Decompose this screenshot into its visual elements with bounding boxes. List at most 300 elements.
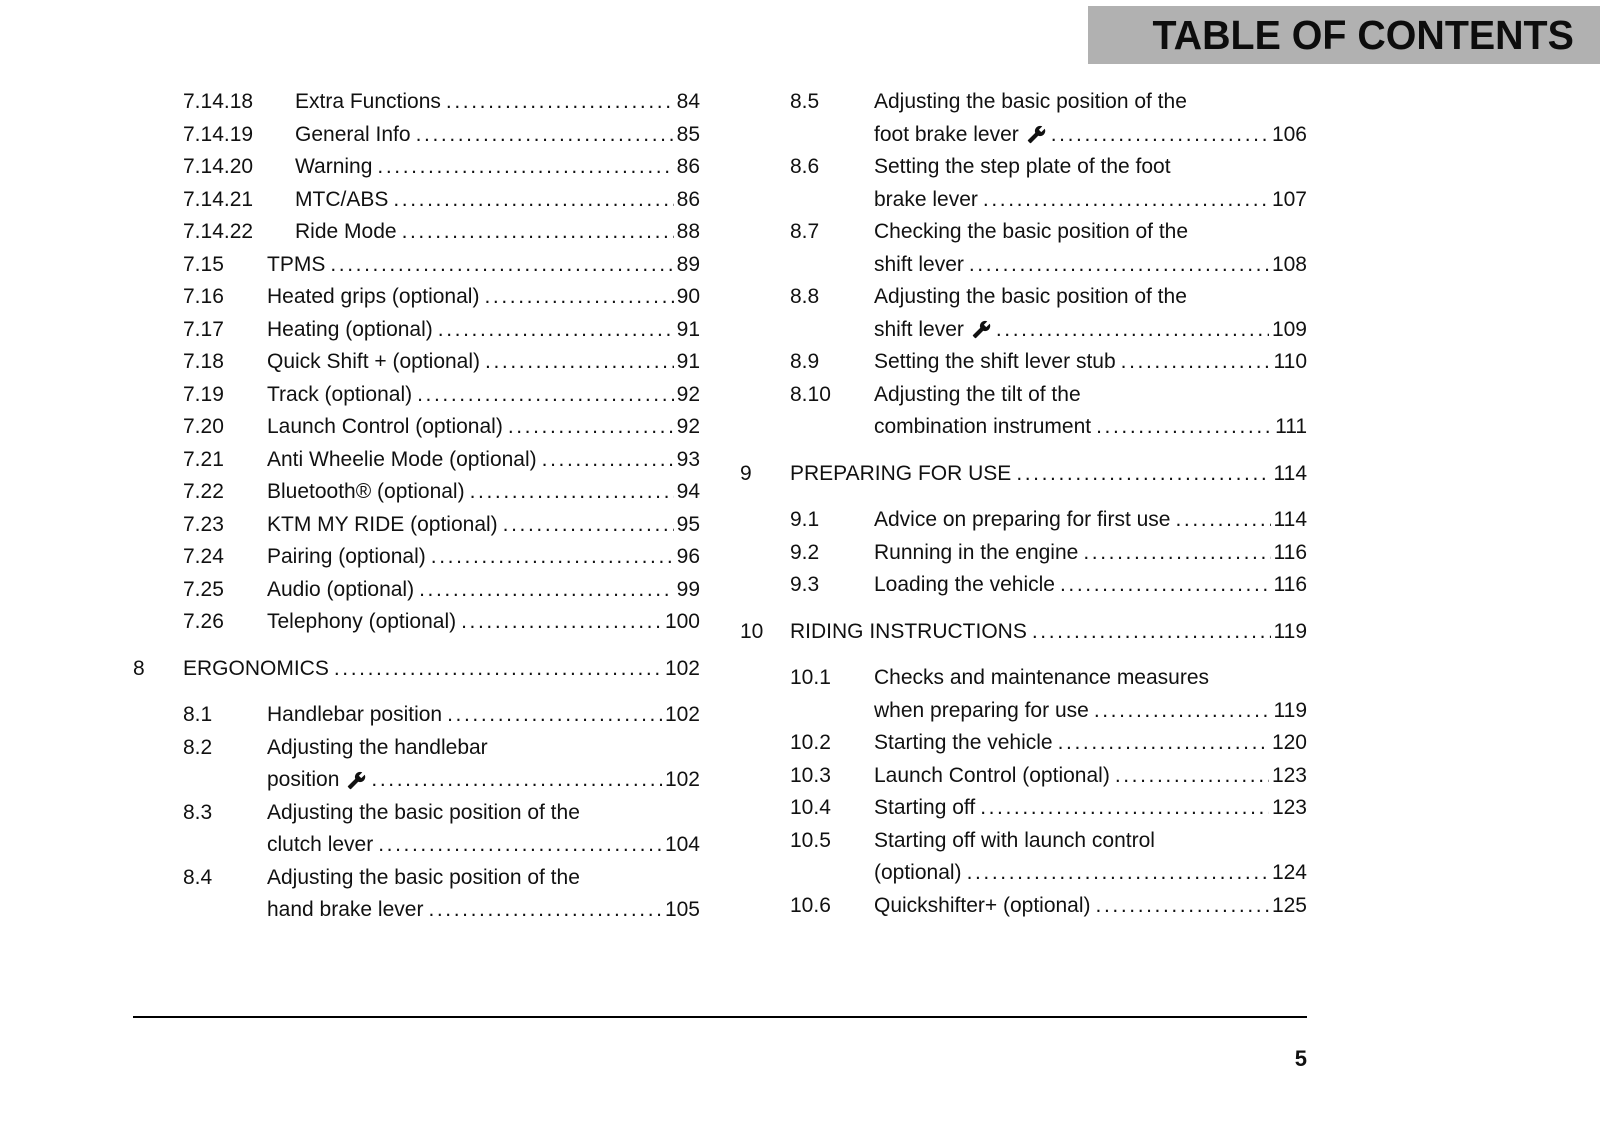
leader-dots — [377, 151, 673, 184]
toc-entry-title: Anti Wheelie Mode (optional) — [267, 447, 537, 471]
toc-entry-body — [267, 281, 700, 314]
toc-entry-page: 84 — [676, 90, 700, 113]
toc-entry-line — [295, 184, 700, 217]
leader-dots — [461, 606, 662, 639]
toc-entry — [183, 281, 700, 314]
toc-entry-page: 110 — [1273, 350, 1307, 373]
toc-entry-title: Ride Mode — [295, 220, 397, 243]
toc-entry-line — [874, 86, 1307, 119]
toc-entry-body — [874, 216, 1307, 281]
toc-entry-title: General Info — [295, 122, 411, 146]
leader-dots — [1115, 760, 1269, 793]
toc-entry-title: Loading the vehicle — [874, 573, 1055, 596]
toc-entry-title: when preparing for use — [874, 698, 1089, 722]
toc-entry-body — [874, 504, 1307, 537]
toc-entry-title: TPMS — [267, 252, 326, 276]
toc-entry-number: 7.23 — [183, 512, 224, 536]
toc-entry-page: 104 — [664, 833, 700, 856]
toc-entry-number: 7.18 — [183, 350, 224, 373]
toc-entry-page: 116 — [1273, 573, 1307, 596]
toc-entry-title: hand brake lever — [267, 898, 424, 921]
toc-entry-number: 10.5 — [790, 828, 831, 852]
leader-dots — [1032, 616, 1271, 649]
toc-entry-title: (optional) — [874, 861, 962, 884]
toc — [133, 86, 1307, 927]
toc-entry — [790, 537, 1307, 570]
toc-entry-line — [874, 504, 1307, 537]
toc-entry-number: 8.1 — [183, 703, 213, 726]
toc-entry-number: 7.14.21 — [183, 187, 254, 211]
toc-entry-title: foot brake lever — [874, 122, 1019, 146]
wrench-icon — [972, 320, 991, 339]
toc-entry-title: Extra Functions — [295, 90, 441, 113]
toc-entry-title: Adjusting the basic position of the — [874, 285, 1187, 308]
toc-entry-body — [874, 792, 1307, 825]
toc-entry-number: 8 — [133, 656, 145, 680]
toc-entry-line — [267, 444, 700, 477]
toc-entry-page: 106 — [1271, 122, 1307, 146]
toc-entry-line — [267, 829, 700, 862]
toc-entry-body — [874, 86, 1307, 151]
toc-entry-page: 102 — [664, 703, 700, 726]
toc-entry-title: MTC/ABS — [295, 187, 389, 211]
toc-entry-title: Telephony (optional) — [267, 610, 457, 633]
page-title: TABLE OF CONTENTS — [1152, 11, 1574, 58]
leader-dots — [446, 86, 674, 119]
toc-entry-line — [267, 894, 700, 927]
toc-entry-page: 90 — [676, 285, 700, 308]
toc-entry-number: 7.14.18 — [183, 90, 254, 113]
toc-entry-number: 7.26 — [183, 610, 224, 633]
toc-entry-page: 92 — [676, 382, 700, 406]
toc-entry — [790, 379, 1307, 444]
toc-entry-title: Checks and maintenance measures — [874, 666, 1210, 689]
toc-entry-page: 85 — [676, 122, 700, 146]
toc-entry — [183, 699, 700, 732]
toc-entry — [183, 379, 700, 412]
toc-entry-line — [267, 699, 700, 732]
toc-entry — [183, 509, 700, 542]
toc-entry-body — [874, 890, 1307, 923]
toc-entry-line — [874, 569, 1307, 602]
toc-entry-number: 9.2 — [790, 540, 820, 564]
toc-entry-body — [874, 569, 1307, 602]
toc-entry-body — [790, 616, 1307, 649]
toc-entry-number: 8.2 — [183, 735, 213, 759]
leader-dots — [1058, 727, 1269, 760]
toc-entry-line — [874, 281, 1307, 314]
toc-entry-page: 88 — [676, 220, 700, 243]
toc-entry — [183, 119, 700, 152]
toc-entry-body — [267, 346, 700, 379]
toc-entry-body — [874, 760, 1307, 793]
leader-dots — [503, 509, 674, 542]
toc-entry-line — [295, 86, 700, 119]
toc-entry-number: 7.22 — [183, 480, 224, 503]
leader-dots — [983, 184, 1269, 217]
toc-entry-number: 7.14.19 — [183, 122, 254, 146]
toc-entry-line — [267, 606, 700, 639]
toc-entry — [183, 732, 700, 797]
toc-entry-page: 123 — [1271, 796, 1307, 819]
toc-entry-title: Adjusting the basic position of the — [267, 865, 580, 889]
toc-entry — [790, 86, 1307, 151]
toc-entry — [740, 616, 1307, 649]
toc-entry-number: 7.20 — [183, 415, 224, 438]
leader-dots — [1083, 537, 1270, 570]
toc-entry — [790, 825, 1307, 890]
leader-dots — [484, 281, 673, 314]
toc-entry-title: Quickshifter+ (optional) — [874, 893, 1091, 917]
toc-entry — [790, 504, 1307, 537]
leader-dots — [431, 541, 674, 574]
toc-entry — [183, 86, 700, 119]
toc-entry-title: Adjusting the basic position of the — [267, 800, 580, 824]
toc-entry — [183, 151, 700, 184]
toc-entry-line — [267, 346, 700, 379]
toc-entry-number: 7.19 — [183, 382, 224, 406]
toc-entry-line — [267, 314, 700, 347]
toc-entry-title: Setting the step plate of the foot — [874, 155, 1171, 178]
toc-entry-line — [267, 476, 700, 509]
leader-dots — [371, 764, 662, 797]
toc-entry-number: 7.24 — [183, 545, 224, 568]
leader-dots — [542, 444, 674, 477]
toc-entry-line — [183, 653, 700, 686]
toc-entry-number: 8.5 — [790, 90, 820, 113]
toc-entry-line — [874, 727, 1307, 760]
toc-entry-title: shift lever — [874, 252, 964, 276]
toc-entry-title: Running in the engine — [874, 540, 1079, 564]
toc-entry-title: Heating (optional) — [267, 317, 433, 341]
toc-entry-line — [874, 825, 1307, 858]
toc-entry-body — [267, 699, 700, 732]
toc-entry-title: ERGONOMICS — [183, 656, 329, 680]
footer-rule — [133, 1016, 1307, 1018]
toc-entry-page: 120 — [1271, 731, 1307, 754]
toc-entry-title: Adjusting the tilt of the — [874, 382, 1081, 406]
toc-entry-line — [295, 119, 700, 152]
toc-entry-body — [267, 574, 700, 607]
toc-entry-number: 8.7 — [790, 220, 820, 243]
toc-entry-body — [183, 653, 700, 686]
toc-entry-line — [874, 792, 1307, 825]
toc-entry-body — [267, 606, 700, 639]
toc-entry-body — [874, 662, 1307, 727]
toc-entry-title: Setting the shift lever stub — [874, 350, 1116, 373]
toc-entry-line — [267, 379, 700, 412]
toc-entry-title: Adjusting the handlebar — [267, 735, 488, 759]
leader-dots — [334, 653, 662, 686]
leader-dots — [508, 411, 674, 444]
toc-entry-title: clutch lever — [267, 833, 374, 856]
toc-entry-body — [874, 346, 1307, 379]
toc-entry-body — [295, 216, 700, 249]
toc-entry-number: 7.17 — [183, 317, 224, 341]
toc-entry-number: 8.3 — [183, 800, 213, 824]
leader-dots — [447, 699, 662, 732]
toc-entry — [790, 792, 1307, 825]
toc-entry-title: Adjusting the basic position of the — [874, 90, 1187, 113]
toc-entry-title: Launch Control (optional) — [874, 763, 1110, 787]
toc-entry-line — [790, 616, 1307, 649]
toc-entry-line — [267, 411, 700, 444]
toc-entry-line — [874, 662, 1307, 695]
leader-dots — [470, 476, 674, 509]
leader-dots — [417, 379, 674, 412]
toc-entry-page: 108 — [1271, 252, 1307, 276]
leader-dots — [416, 119, 674, 152]
toc-entry-title: Starting off with launch control — [874, 828, 1155, 852]
toc-entry-number: 7.14.22 — [183, 220, 254, 243]
wrench-icon — [347, 771, 366, 790]
toc-entry-number: 8.9 — [790, 350, 820, 373]
toc-entry — [790, 281, 1307, 346]
toc-entry-page: 105 — [664, 898, 700, 921]
toc-entry-page: 114 — [1273, 508, 1307, 531]
toc-entry-title: shift lever — [874, 317, 964, 341]
toc-entry-line — [874, 346, 1307, 379]
toc-entry-page: 124 — [1271, 861, 1307, 884]
toc-entry-line — [267, 797, 700, 830]
toc-entry-body — [267, 862, 700, 927]
toc-entry-body — [874, 281, 1307, 346]
leader-dots — [438, 314, 674, 347]
toc-entry-line — [267, 862, 700, 895]
toc-entry — [790, 760, 1307, 793]
toc-entry-title: Checking the basic position of the — [874, 220, 1189, 243]
toc-entry — [183, 476, 700, 509]
toc-entry-number: 8.10 — [790, 382, 831, 406]
toc-entry-page: 86 — [676, 155, 700, 178]
toc-entry-line — [267, 249, 700, 282]
toc-column-right — [740, 86, 1307, 927]
toc-entry-body — [874, 151, 1307, 216]
toc-entry-number: 10.3 — [790, 763, 831, 787]
toc-entry — [133, 653, 700, 686]
toc-entry-line — [874, 119, 1307, 152]
toc-entry-body — [295, 86, 700, 119]
toc-entry-line — [874, 151, 1307, 184]
toc-entry-page: 125 — [1271, 893, 1307, 917]
toc-entry-line — [267, 509, 700, 542]
toc-entry-number: 10.1 — [790, 666, 831, 689]
toc-entry-page: 93 — [676, 447, 700, 471]
toc-entry-line — [267, 732, 700, 765]
toc-entry-page: 100 — [664, 610, 700, 633]
toc-entry — [740, 458, 1307, 491]
leader-dots — [1175, 504, 1270, 537]
toc-entry-number: 7.21 — [183, 447, 224, 471]
toc-entry-body — [267, 314, 700, 347]
toc-entry-line — [874, 857, 1307, 890]
toc-entry-number: 8.4 — [183, 865, 213, 889]
toc-entry-title: Warning — [295, 155, 373, 178]
toc-entry-body — [267, 797, 700, 862]
toc-entry-page: 123 — [1271, 763, 1307, 787]
toc-entry-body — [790, 458, 1307, 491]
toc-entry-title: position — [267, 768, 340, 791]
toc-entry-number: 8.6 — [790, 155, 820, 178]
toc-entry-line — [874, 695, 1307, 728]
toc-entry — [790, 569, 1307, 602]
toc-entry-line — [295, 151, 700, 184]
leader-dots — [330, 249, 673, 282]
toc-entry — [790, 890, 1307, 923]
toc-entry — [790, 346, 1307, 379]
toc-entry-line — [874, 184, 1307, 217]
toc-entry — [790, 662, 1307, 727]
leader-dots — [1016, 458, 1270, 491]
leader-dots — [1096, 411, 1272, 444]
toc-entry-number: 10.6 — [790, 893, 831, 917]
toc-entry-title: Audio (optional) — [267, 577, 415, 601]
toc-entry-page: 94 — [676, 480, 700, 503]
toc-entry-page: 96 — [676, 545, 700, 568]
toc-entry-line — [874, 216, 1307, 249]
toc-entry-number: 10.2 — [790, 731, 831, 754]
toc-entry-page: 119 — [1273, 698, 1307, 722]
leader-dots — [485, 346, 674, 379]
toc-entry-body — [267, 476, 700, 509]
toc-entry-page: 102 — [664, 656, 700, 680]
toc-entry-number: 9.3 — [790, 573, 820, 596]
toc-entry — [183, 797, 700, 862]
toc-entry-body — [267, 379, 700, 412]
toc-entry — [183, 216, 700, 249]
toc-entry-number: 10 — [740, 619, 764, 643]
toc-entry-line — [267, 541, 700, 574]
toc-entry-body — [874, 825, 1307, 890]
toc-entry-number: 9 — [740, 461, 752, 485]
leader-dots — [1096, 890, 1269, 923]
toc-entry — [790, 727, 1307, 760]
toc-entry-title: Handlebar position — [267, 703, 443, 726]
leader-dots — [419, 574, 674, 607]
leader-dots — [1060, 569, 1271, 602]
toc-entry-line — [874, 379, 1307, 412]
toc-entry-page: 91 — [676, 350, 700, 373]
leader-dots — [967, 857, 1269, 890]
toc-entry-line — [874, 760, 1307, 793]
toc-entry-title: Track (optional) — [267, 382, 413, 406]
toc-entry-title: PREPARING FOR USE — [790, 461, 1012, 485]
toc-entry-line — [874, 411, 1307, 444]
toc-entry-body — [267, 249, 700, 282]
leader-dots — [402, 216, 674, 249]
toc-entry-page: 91 — [676, 317, 700, 341]
leader-dots — [996, 314, 1269, 347]
toc-entry-page: 114 — [1273, 461, 1307, 485]
toc-entry — [183, 444, 700, 477]
toc-entry-number: 10.4 — [790, 796, 831, 819]
toc-entry-page: 102 — [664, 768, 700, 791]
toc-entry-line — [267, 281, 700, 314]
toc-entry — [790, 216, 1307, 281]
toc-entry-line — [874, 537, 1307, 570]
wrench-icon — [1027, 125, 1046, 144]
leader-dots — [980, 792, 1269, 825]
leader-dots — [378, 829, 662, 862]
toc-entry-title: Advice on preparing for first use — [874, 508, 1171, 531]
toc-entry-number: 8.8 — [790, 285, 820, 308]
leader-dots — [1051, 119, 1269, 152]
toc-entry-title: Launch Control (optional) — [267, 415, 503, 438]
toc-entry-line — [874, 890, 1307, 923]
toc-entry-line — [295, 216, 700, 249]
toc-entry — [183, 606, 700, 639]
toc-entry-page: 111 — [1275, 415, 1307, 438]
toc-column-left — [133, 86, 700, 927]
leader-dots — [393, 184, 673, 217]
toc-entry — [183, 411, 700, 444]
toc-entry-line — [874, 314, 1307, 347]
toc-entry-title: Starting the vehicle — [874, 731, 1053, 754]
toc-entry-number: 7.25 — [183, 577, 224, 601]
toc-entry-number: 7.14.20 — [183, 155, 254, 178]
toc-entry-number: 7.15 — [183, 252, 224, 276]
toc-entry-line — [267, 574, 700, 607]
page-number: 5 — [1294, 1046, 1307, 1071]
toc-entry-title: brake lever — [874, 187, 978, 211]
toc-entry-page: 99 — [676, 577, 700, 601]
toc-entry-title: KTM MY RIDE (optional) — [267, 512, 498, 536]
toc-entry-line — [790, 458, 1307, 491]
toc-entry-body — [295, 119, 700, 152]
toc-entry-number: 7.16 — [183, 285, 224, 308]
toc-entry-body — [267, 444, 700, 477]
toc-entry — [790, 151, 1307, 216]
toc-entry-body — [874, 727, 1307, 760]
toc-entry-title: combination instrument — [874, 415, 1092, 438]
toc-entry-page: 107 — [1271, 187, 1307, 211]
toc-entry-page: 116 — [1273, 540, 1307, 564]
toc-entry — [183, 541, 700, 574]
toc-entry — [183, 346, 700, 379]
toc-entry — [183, 249, 700, 282]
toc-entry-page: 95 — [676, 512, 700, 536]
leader-dots — [969, 249, 1269, 282]
toc-entry-body — [874, 379, 1307, 444]
toc-entry — [183, 574, 700, 607]
toc-entry-title: Heated grips (optional) — [267, 285, 480, 308]
toc-entry-body — [874, 537, 1307, 570]
toc-entry-body — [267, 732, 700, 797]
leader-dots — [428, 894, 662, 927]
toc-entry-body — [267, 509, 700, 542]
toc-entry-line — [874, 249, 1307, 282]
toc-entry — [183, 184, 700, 217]
toc-entry-page: 89 — [676, 252, 700, 276]
leader-dots — [1094, 695, 1271, 728]
toc-entry-body — [267, 541, 700, 574]
toc-entry — [183, 862, 700, 927]
toc-entry-line — [267, 764, 700, 797]
toc-entry-page: 86 — [676, 187, 700, 211]
toc-entry-title: Quick Shift + (optional) — [267, 350, 481, 373]
header-banner — [1088, 6, 1600, 64]
toc-entry-title: Starting off — [874, 796, 976, 819]
toc-entry-title: Pairing (optional) — [267, 545, 426, 568]
toc-entry-page: 119 — [1273, 619, 1307, 643]
toc-entry-body — [267, 411, 700, 444]
toc-entry-body — [295, 151, 700, 184]
toc-entry-page: 92 — [676, 415, 700, 438]
toc-entry-body — [295, 184, 700, 217]
toc-entry-page: 109 — [1271, 317, 1307, 341]
toc-entry-title: RIDING INSTRUCTIONS — [790, 619, 1027, 643]
toc-entry — [183, 314, 700, 347]
